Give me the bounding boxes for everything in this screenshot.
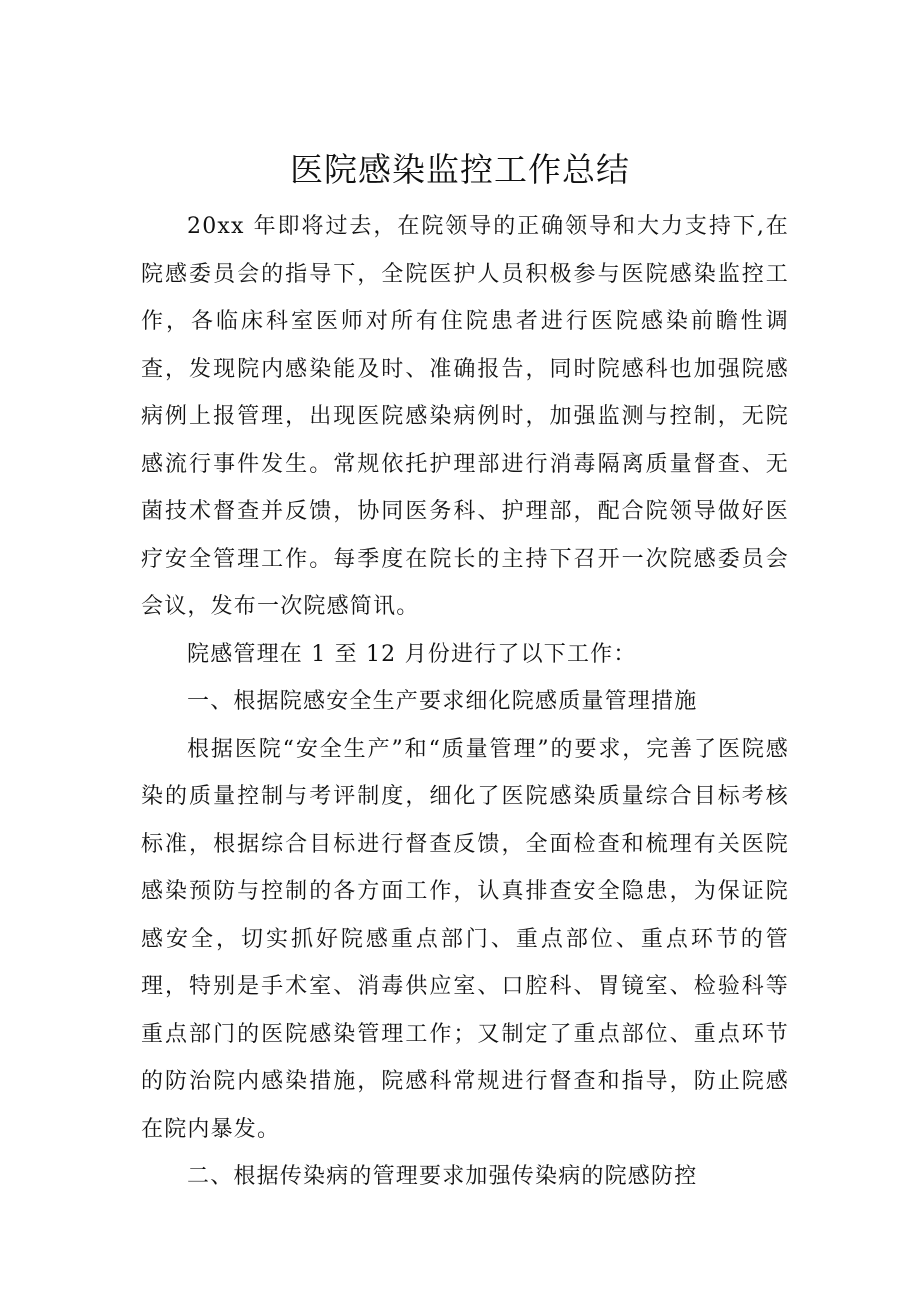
paragraph-intro: 20xx 年即将过去，在院领导的正确领导和大力支持下,在院感委员会的指导下，全院医护人员积极参与医院感染监控工作，各临床科室医师对所有住院患者进行医院感染前瞻性调查，发现院内感染能及时、准确报告，同时院感科也加强院感病例上报管理，出现医院感染病例时，加强监测与控制，无院感流行事件发生。常规依托护理部进行消毒隔离质量督查、无菌技术督查并反馈，协同医务科、护理部，配合院领导做好医疗安全管理工作。每季度在院长的主持下召开一次院感委员会会议，发布一次院感简讯。 (141, 214, 789, 619)
paragraph-section-1: 根据医院“安全生产”和“质量管理”的要求，完善了医院感染的质量控制与考评制度，细化了医院感染质量综合目标考核标准，根据综合目标进行督查反馈，全面检查和梳理有关医院感染预防与控制的各方面工作，认真排查安全隐患，为保证院感安全，切实抓好院感重点部门、重点部位、重点环节的管理，特别是手术室、消毒供应室、口腔科、胃镜室、检验科等重点部门的医院感染管理工作；又制定了重点部位、重点环节的防治院内感染措施，院感科常规进行督查和指导，防止院感在院内暴发。 (141, 736, 789, 1142)
section-heading-1: 一、根据院感安全生产要求细化院感质量管理措施 (187, 689, 698, 714)
document-title: 医院感染监控工作总结 (290, 150, 630, 189)
section-heading-2: 二、根据传染病的管理要求加强传染病的院感防控 (187, 1164, 698, 1189)
document-body (141, 203, 789, 1201)
paragraph-work-summary: 院感管理在 1 至 12 月份进行了以下工作： (187, 641, 637, 667)
